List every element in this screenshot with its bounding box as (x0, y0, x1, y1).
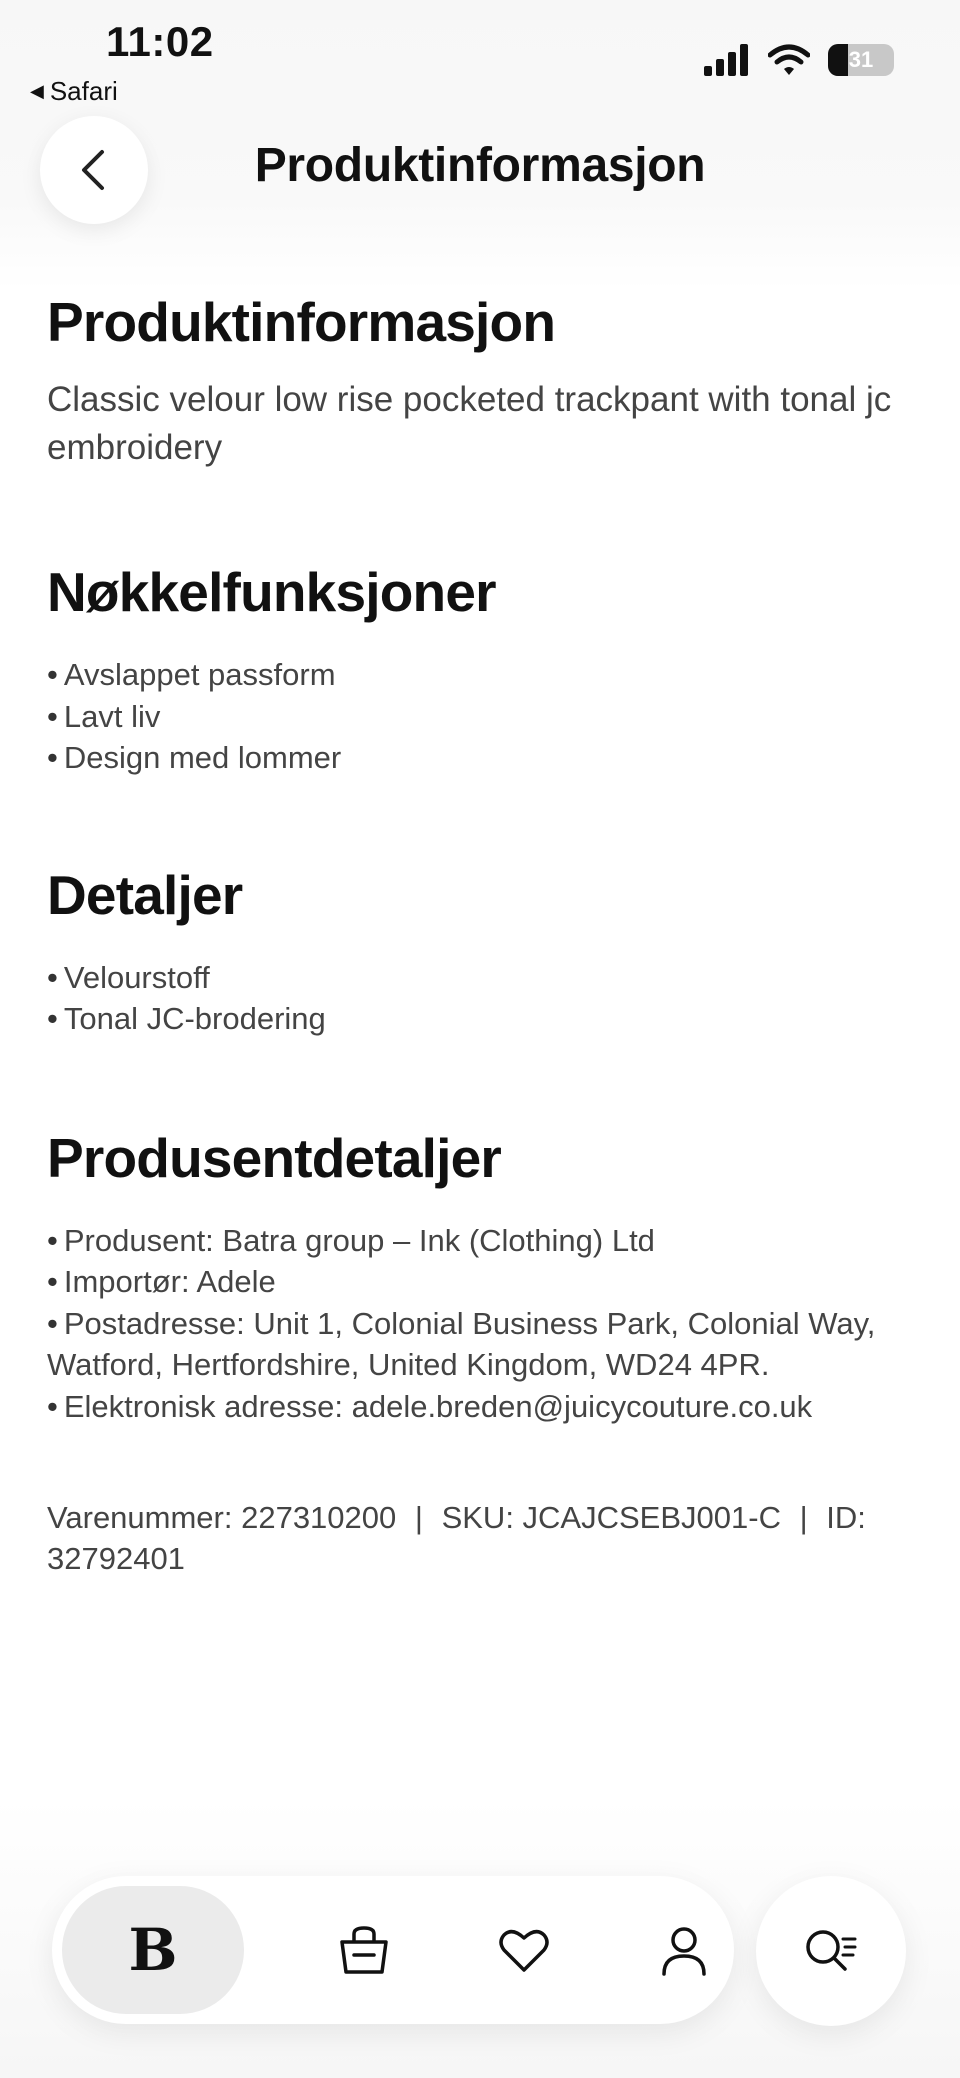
profile-icon (656, 1922, 712, 1978)
brand-logo: B (128, 1916, 178, 1984)
list-item: • Produsent: Batra group – Ink (Clothing) Ltd (47, 1220, 920, 1262)
status-icons (704, 44, 894, 76)
search-filter-icon (801, 1923, 861, 1979)
manufacturer-heading: Produsentdetaljer (47, 1126, 502, 1189)
list-item: • Lavt liv (47, 696, 920, 738)
product-info-content (47, 290, 920, 1579)
list-item: • Design med lommer (47, 737, 920, 779)
bag-icon (336, 1922, 392, 1978)
list-item: • Avslappet passform (47, 654, 920, 696)
search-button[interactable] (756, 1876, 906, 2026)
list-item: • Postadresse: Unit 1, Colonial Business Park, Colonial Way, Watford, Hertfordshire, United Kingdom, WD24 4PR. (47, 1303, 920, 1386)
bottom-nav (52, 1876, 734, 2024)
id-separator: | (414, 1500, 423, 1535)
battery-fill (828, 44, 848, 76)
list-item: • Velourstoff (47, 957, 920, 999)
id-separator: | (799, 1500, 808, 1535)
key-features-heading: Nøkkelfunksjoner (47, 561, 496, 623)
product-info-heading: Produktinformasjon (47, 291, 556, 353)
wifi-icon (768, 44, 810, 76)
product-id: ID: 32792401 (47, 1500, 866, 1576)
nav-profile[interactable] (620, 1886, 748, 2014)
product-description: Classic velour low rise pocketed trackpant with tonal jc embroidery (47, 380, 892, 467)
list-item: • Importør: Adele (47, 1261, 920, 1303)
battery-percent: 31 (848, 47, 874, 72)
manufacturer-list (47, 1220, 920, 1428)
key-features-list (47, 654, 920, 779)
back-to-app-link[interactable] (30, 76, 118, 107)
list-item: • Tonal JC-brodering (47, 998, 920, 1040)
heart-icon (496, 1922, 552, 1978)
battery-indicator (828, 44, 894, 76)
nav-bag[interactable] (300, 1886, 428, 2014)
list-item: • Elektronisk adresse: adele.breden@juicycouture.co.uk (47, 1386, 920, 1428)
back-triangle-icon: ◀ (30, 81, 44, 101)
page-title-text: Produktinformasjon (254, 139, 706, 192)
signal-icon (704, 44, 750, 76)
page-title (0, 138, 960, 193)
status-time: 11:02 (106, 18, 214, 65)
item-number: Varenummer: 227310200 (47, 1500, 397, 1535)
details-list (47, 957, 920, 1040)
product-identifiers (47, 1497, 887, 1579)
sku: SKU: JCAJCSEBJ001-C (441, 1500, 781, 1535)
back-app-label: Safari (49, 76, 118, 106)
nav-home[interactable] (62, 1886, 244, 2014)
nav-favorites[interactable] (460, 1886, 588, 2014)
details-heading: Detaljer (47, 863, 243, 926)
